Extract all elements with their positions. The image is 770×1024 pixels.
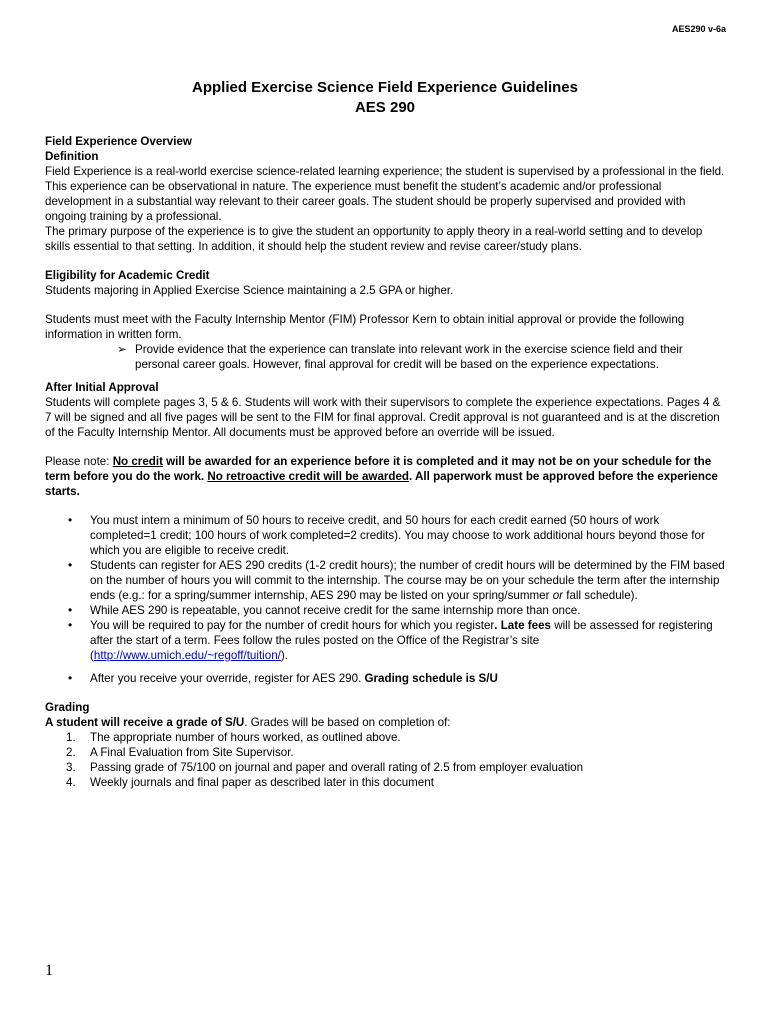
list-item [117,342,725,372]
list-item-text: will be assessed for registering after the start of a term. Fees follow the rules posted on the Office of the Registrar’s site ( [90,619,713,662]
list-item-text: While AES 290 is repeatable, you cannot receive credit for the same internship more than once. [90,604,581,617]
no-retro-text: No retroactive credit will be awarded [207,470,410,483]
bullet-dot-icon: • [68,603,73,617]
registration-list [45,671,725,686]
list-item-bold: . Late fees [494,619,551,632]
list-item-bold: Grading schedule is S/U [364,672,498,685]
eligibility-text: Students majoring in Applied Exercise Science maintaining a 2.5 GPA or higher. [45,284,454,297]
list-item-text: After you receive your override, register for AES 290. [90,672,365,685]
definition-heading: Definition [45,150,99,163]
list-item [68,671,725,686]
arrow-bullet-icon: ➢ [117,343,127,356]
requirements-list [45,513,725,663]
grading-bold: A student will receive a grade of S/U [45,716,245,729]
eligibility-heading: Eligibility for Academic Credit [45,269,210,282]
eligibility-list [45,342,725,372]
no-credit-text: No credit [112,455,163,468]
list-item [68,603,725,618]
after-approval-text: Students will complete pages 3, 5 & 6. Students will work with their supervisors to complete the experience expectations. Pages 4 & 7 will be signed and all five pages will be sent to the FIM for final approval. Credit approval is not guaranteed and is at the discretion of the Faculty Internship Mentor. All documents must be approved before an override will be issued. [45,396,721,439]
list-item-text: You must intern a minimum of 50 hours to receive credit, and 50 hours for each credit earned (50 hours of work completed=1 credit; 100 hours of work completed=2 credits). You may choose to work additional hours beyond those for which you are eligible to receive credit. [90,514,705,557]
list-item-text: You will be required to pay for the number of credit hours for which you register [90,619,495,632]
list-item [68,618,725,663]
purpose-text: The primary purpose of the experience is to give the student an opportunity to apply theory in a real-world setting and to develop skills essential to that setting. In addition, it should help the student review and revise career/study plans. [45,225,703,253]
definition-text: Field Experience is a real-world exercise science-related learning experience; the student is supervised by a professional in the field. This experience can be observational in nature. The experience must benefit the student’s academic and/or professional development in a substantial way relevant to their career goals. The student should be properly supervised and provided with ongoing training by a professional. [45,165,725,223]
list-item-italic: or [552,589,563,602]
list-number: 2. [66,746,76,759]
list-item-text: A Final Evaluation from Site Supervisor. [90,746,294,759]
list-item [66,730,725,745]
list-item-text: fall schedule). [563,589,638,602]
note-prefix: Please note: [45,455,113,468]
list-item-text: Provide evidence that the experience can translate into relevant work in the exercise science field and their personal career goals. However, final approval for credit will be based on the experience expectations. [135,343,683,371]
grading-heading: Grading [45,701,90,714]
list-item-text: The appropriate number of hours worked, as outlined above. [90,731,401,744]
list-item-text: ). [280,649,288,662]
page-number: 1 [45,962,53,979]
list-item-text: Weekly journals and final paper as described later in this document [90,776,434,789]
grading-intro [45,715,725,730]
title-block [0,78,770,118]
list-item-text: Students can register for AES 290 credits (1-2 credit hours); the number of credit hours will be determined by the FIM based on the number of hours you will commit to the internship. The course may be on your schedule the term after the internship ends (e.g.: for a spring/summer internship, AES 290 may be listed on your spring/summer [90,559,725,602]
list-number: 3. [66,761,76,774]
note-paragraph [45,454,725,499]
list-number: 4. [66,776,76,789]
list-item [66,775,725,790]
note-part2: will be awarded for an experience before it is completed and it may not be on your schedule for the term before you do the work. [45,455,712,483]
list-item [66,745,725,760]
overview-heading: Field Experience Overview [45,135,192,148]
note-part3: . All paperwork must be approved before the experience starts. [45,470,718,498]
list-item [66,760,725,775]
grading-list [45,730,725,790]
grading-rest: . Grades will be based on completion of: [244,716,451,729]
list-item-text: Passing grade of 75/100 on journal and paper and overall rating of 2.5 from employer evaluation [90,761,584,774]
bullet-dot-icon: • [68,558,73,572]
document-body [45,134,725,790]
mentor-text: Students must meet with the Faculty Internship Mentor (FIM) Professor Kern to obtain initial approval or provide the following information in written form. [45,313,685,341]
course-code-title: AES 290 [354,99,416,116]
bullet-dot-icon: • [68,618,73,632]
list-item [68,558,725,603]
list-number: 1. [66,731,76,744]
list-item [68,513,725,558]
document-code: AES290 v-6a [671,24,726,34]
page-title: Applied Exercise Science Field Experience Guidelines [192,79,578,96]
after-approval-heading: After Initial Approval [45,381,159,394]
bullet-dot-icon: • [68,671,73,685]
bullet-dot-icon: • [68,513,73,527]
registrar-link[interactable]: http://www.umich.edu/~regoff/tuition/ [93,649,281,662]
